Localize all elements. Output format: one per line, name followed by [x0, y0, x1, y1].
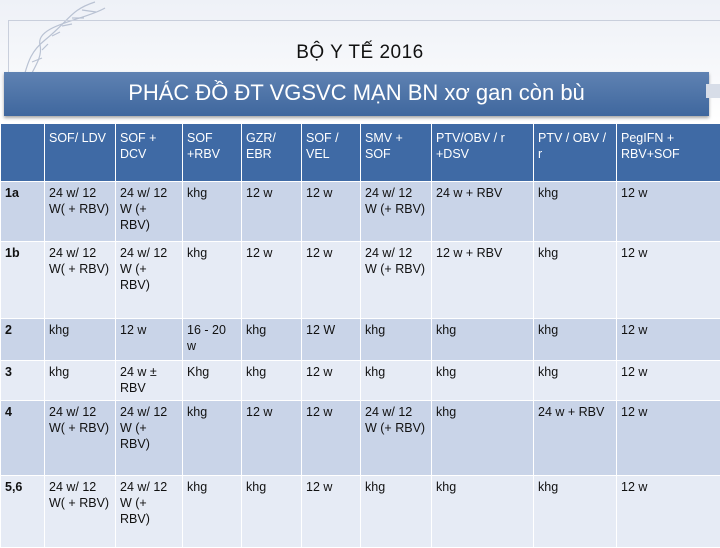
- table-row: [1, 319, 720, 361]
- table-cell: khg: [242, 319, 302, 361]
- table-cell: khg: [534, 182, 617, 242]
- table-cell: 24 w/ 12 W (+ RBV): [361, 182, 432, 242]
- genotype-label: 4: [1, 401, 45, 476]
- genotype-label: 5,6: [1, 476, 45, 548]
- table-cell: khg: [242, 361, 302, 401]
- table-cell: khg: [361, 319, 432, 361]
- table-cell: Khg: [183, 361, 242, 401]
- table-cell: khg: [361, 361, 432, 401]
- table-cell: khg: [45, 319, 116, 361]
- page-title: BỘ Y TẾ 2016: [0, 42, 720, 64]
- column-header: SOF + DCV: [116, 124, 183, 182]
- table-cell: khg: [183, 476, 242, 548]
- table-cell: 12 w: [617, 476, 720, 548]
- table-cell: 12 w + RBV: [432, 242, 534, 319]
- table-cell: khg: [45, 361, 116, 401]
- table-cell: 24 w/ 12 W (+ RBV): [116, 242, 183, 319]
- table-row: [1, 242, 720, 319]
- title-banner: [4, 72, 709, 116]
- table-cell: 12 w: [302, 401, 361, 476]
- table-cell: khg: [432, 401, 534, 476]
- banner-decoration: [706, 84, 720, 98]
- table-cell: khg: [534, 242, 617, 319]
- table-cell: 12 w: [617, 401, 720, 476]
- column-header: [1, 124, 45, 182]
- table-cell: 12 w: [302, 242, 361, 319]
- table-cell: khg: [183, 182, 242, 242]
- table-cell: 12 w: [242, 182, 302, 242]
- table-cell: 24 w ± RBV: [116, 361, 183, 401]
- table-cell: 12 w: [302, 361, 361, 401]
- table-cell: 16 - 20 w: [183, 319, 242, 361]
- table-cell: khg: [432, 361, 534, 401]
- genotype-label: 3: [1, 361, 45, 401]
- column-header: SOF +RBV: [183, 124, 242, 182]
- table-cell: 24 w/ 12 W (+ RBV): [116, 476, 183, 548]
- genotype-label: 1b: [1, 242, 45, 319]
- table-cell: 24 w + RBV: [432, 182, 534, 242]
- table-cell: 24 w/ 12 W (+ RBV): [361, 401, 432, 476]
- table-cell: 24 w + RBV: [534, 401, 617, 476]
- column-header: PegIFN + RBV+SOF: [617, 124, 720, 182]
- frame-line: [8, 20, 720, 21]
- table-cell: khg: [183, 401, 242, 476]
- table-cell: 12 w: [302, 476, 361, 548]
- genotype-label: 2: [1, 319, 45, 361]
- table-cell: 12 w: [242, 242, 302, 319]
- table-cell: khg: [534, 361, 617, 401]
- table-cell: khg: [361, 476, 432, 548]
- table-cell: 24 w/ 12 W (+ RBV): [116, 182, 183, 242]
- table-cell: 12 W: [302, 319, 361, 361]
- table-cell: 24 w/ 12 W( + RBV): [45, 401, 116, 476]
- table-cell: 12 w: [617, 242, 720, 319]
- table-cell: 24 w/ 12 W (+ RBV): [361, 242, 432, 319]
- regimen-table: [0, 123, 720, 548]
- column-header: SMV + SOF: [361, 124, 432, 182]
- column-header: PTV/OBV / r +DSV: [432, 124, 534, 182]
- table-header-row: [1, 124, 720, 182]
- table-cell: 12 w: [242, 401, 302, 476]
- table-cell: 24 w/ 12 W( + RBV): [45, 242, 116, 319]
- table-row: [1, 182, 720, 242]
- table-row: [1, 476, 720, 548]
- table-cell: 24 w/ 12 W( + RBV): [45, 476, 116, 548]
- table-cell: khg: [183, 242, 242, 319]
- table-cell: 12 w: [302, 182, 361, 242]
- table-cell: 12 w: [617, 319, 720, 361]
- table-cell: khg: [432, 476, 534, 548]
- table-cell: khg: [534, 476, 617, 548]
- table-cell: 24 w/ 12 W( + RBV): [45, 182, 116, 242]
- column-header: GZR/ EBR: [242, 124, 302, 182]
- banner-title: PHÁC ĐỒ ĐT VGSVC MẠN BN xơ gan còn bù: [4, 80, 709, 106]
- genotype-label: 1a: [1, 182, 45, 242]
- table-cell: 12 w: [116, 319, 183, 361]
- table-cell: khg: [432, 319, 534, 361]
- table-cell: 24 w/ 12 W (+ RBV): [116, 401, 183, 476]
- table-cell: 12 w: [617, 182, 720, 242]
- table-cell: 12 w: [617, 361, 720, 401]
- table-cell: khg: [242, 476, 302, 548]
- table-row: [1, 401, 720, 476]
- table-cell: khg: [534, 319, 617, 361]
- column-header: SOF/ LDV: [45, 124, 116, 182]
- table-row: [1, 361, 720, 401]
- column-header: SOF / VEL: [302, 124, 361, 182]
- column-header: PTV / OBV / r: [534, 124, 617, 182]
